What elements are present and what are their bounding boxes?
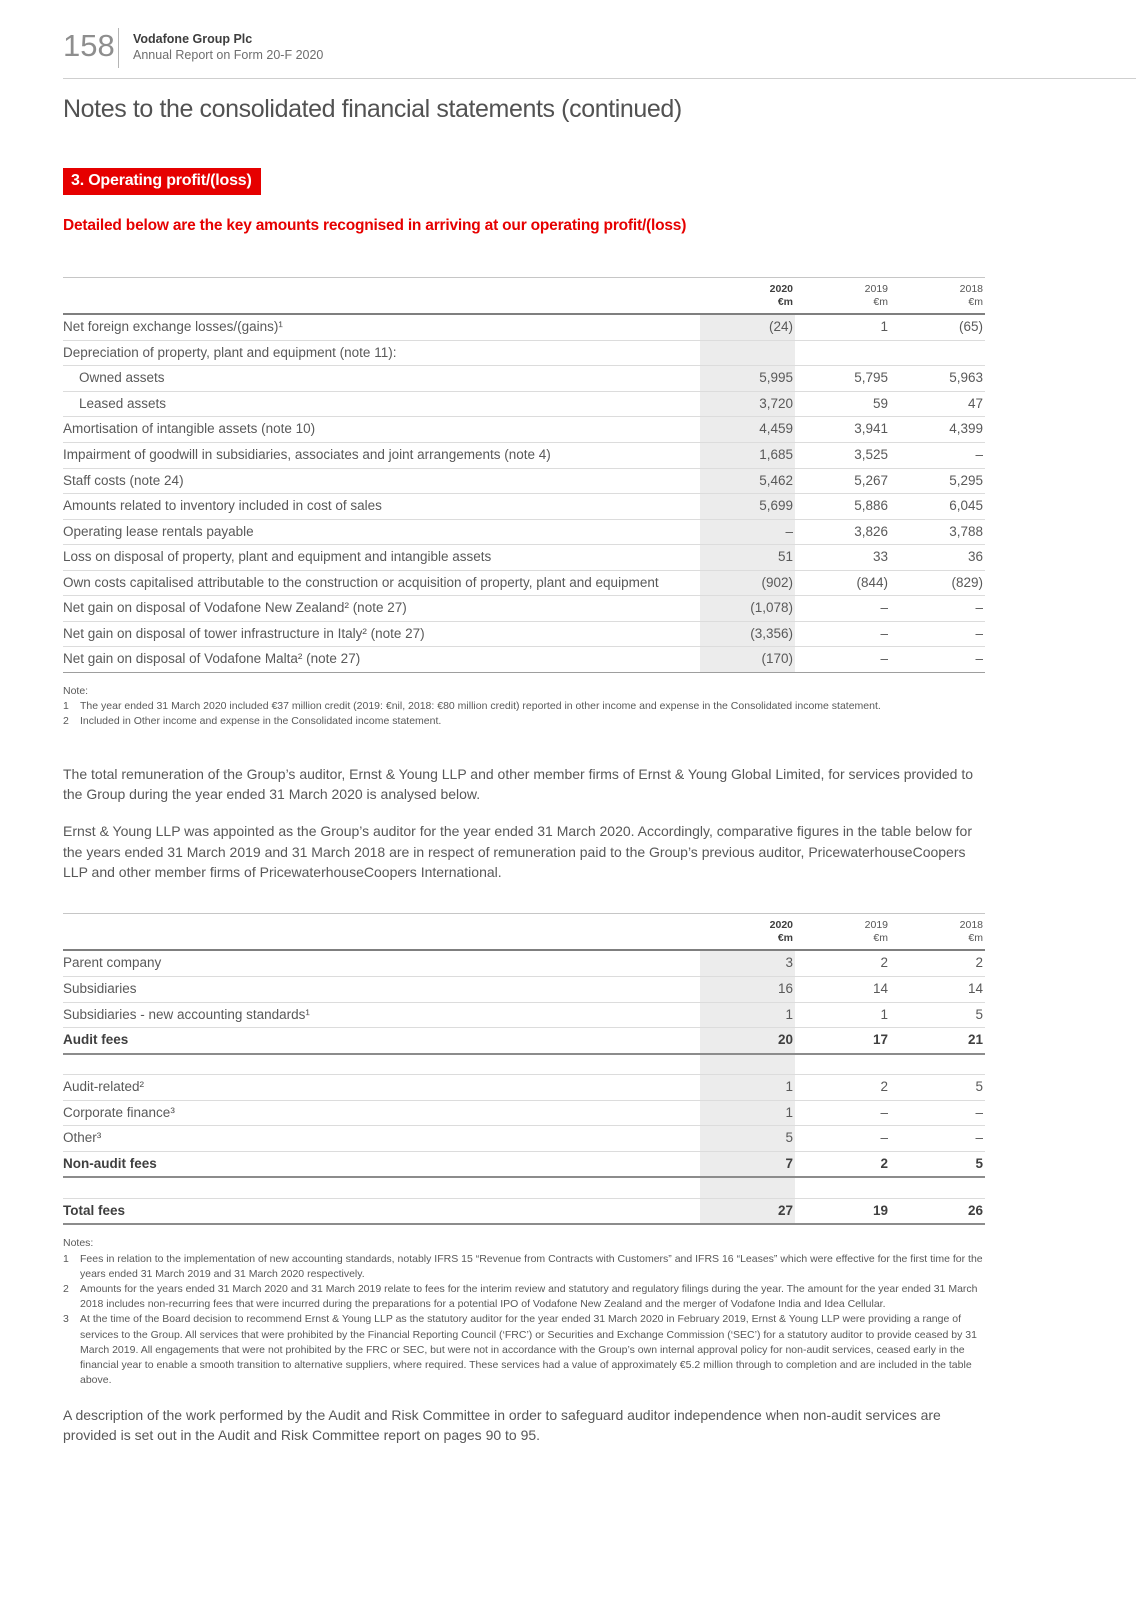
operating-profit-table (63, 277, 985, 673)
row-value-2019: 2 (795, 1075, 890, 1101)
row-value-2020: 5 (700, 1126, 795, 1152)
row-value-2020: 1,685 (700, 442, 795, 468)
row-value-2019: – (795, 1126, 890, 1152)
row-value-2018: 2 (890, 950, 985, 976)
row-value-2020: 1 (700, 1100, 795, 1126)
row-label: Amounts related to inventory included in cost of sales (63, 494, 700, 520)
note-item: 2 Included in Other income and expense in the Consolidated income statement. (63, 715, 442, 728)
row-value-2019: – (795, 621, 890, 647)
paragraph-audit-committee: A description of the work performed by the Audit and Risk Committee in order to safeguard auditor independence when non-audit services are provided is set out in the Audit and Risk Committee report on pages 90 to 95. (63, 1406, 941, 1444)
report-name: Annual Report on Form 20-F 2020 (133, 48, 324, 63)
row-label: Net gain on disposal of Vodafone Malta² (note 27) (63, 647, 700, 673)
table-row (63, 1028, 985, 1054)
section-subheading: Detailed below are the key amounts recognised in arriving at our operating profit/(loss) (63, 217, 687, 234)
header-rule (63, 78, 1136, 79)
note-item: 1 The year ended 31 March 2020 included €37 million credit (2019: €nil, 2018: €80 million credit) reported in other income and expense in the Consolidated income statement. (63, 700, 881, 713)
row-value-2020: 27 (700, 1198, 795, 1224)
header-year-2020: 2020 €m (700, 914, 795, 951)
row-label: Audit-related² (63, 1075, 700, 1101)
table-row (63, 494, 985, 520)
row-value-2019: 3,941 (795, 417, 890, 443)
page-title: Notes to the consolidated financial statements (continued) (63, 95, 682, 123)
row-value-2018: – (890, 621, 985, 647)
row-value-2020: 1 (700, 1075, 795, 1101)
paragraph-auditor-appointment: Ernst & Young LLP was appointed as the Group’s auditor for the year ended 31 March 2020. Accordingly, comparative figures in the table below for the years ended 31 March 2019 and 31 March 2018 are in respect of remuneration paid to the Group’s previous auditor, PricewaterhouseCoopers LLP and other member firms of PricewaterhouseCoopers International. (63, 823, 973, 881)
table-row (63, 596, 985, 622)
row-value-2018: 5,963 (890, 366, 985, 392)
row-value-2018: 5,295 (890, 468, 985, 494)
row-value-2018: – (890, 442, 985, 468)
row-label: Staff costs (note 24) (63, 468, 700, 494)
row-label (63, 1177, 700, 1198)
row-label: Depreciation of property, plant and equipment (note 11): (63, 340, 700, 366)
table-header-row (63, 914, 985, 951)
table-row (63, 545, 985, 571)
header-year-2020: 2020 €m (700, 278, 795, 315)
row-value-2020: 51 (700, 545, 795, 571)
row-value-2019: 59 (795, 391, 890, 417)
row-label: Subsidiaries (63, 976, 700, 1002)
row-value-2020: 7 (700, 1151, 795, 1177)
row-value-2018: 21 (890, 1028, 985, 1054)
row-value-2019: 2 (795, 1151, 890, 1177)
table-row (63, 1075, 985, 1101)
row-label: Audit fees (63, 1028, 700, 1054)
page-number: 158 (63, 28, 115, 63)
row-label: Amortisation of intangible assets (note 10) (63, 417, 700, 443)
row-label: Corporate finance³ (63, 1100, 700, 1126)
header-label-cell (63, 278, 700, 315)
table-row (63, 468, 985, 494)
row-value-2019: 5,886 (795, 494, 890, 520)
header-meta (133, 28, 323, 64)
header-label-cell (63, 914, 700, 951)
row-value-2019: 14 (795, 976, 890, 1002)
row-value-2019: 3,525 (795, 442, 890, 468)
row-value-2018: – (890, 647, 985, 673)
row-value-2019: 5,267 (795, 468, 890, 494)
table-row (63, 391, 985, 417)
row-value-2019: 3,826 (795, 519, 890, 545)
row-value-2020: 20 (700, 1028, 795, 1054)
table-row (63, 647, 985, 673)
row-value-2019: 17 (795, 1028, 890, 1054)
table-row (63, 340, 985, 366)
row-label: Own costs capitalised attributable to the construction or acquisition of property, plant and equipment (63, 570, 700, 596)
row-label: Net gain on disposal of tower infrastructure in Italy² (note 27) (63, 621, 700, 647)
row-value-2020: 1 (700, 1002, 795, 1028)
row-value-2018: 5 (890, 1002, 985, 1028)
audit-fees-table (63, 913, 985, 1225)
row-value-2019: – (795, 647, 890, 673)
row-label: Total fees (63, 1198, 700, 1224)
row-value-2020: (3,356) (700, 621, 795, 647)
row-value-2019 (795, 340, 890, 366)
table2-notes (63, 1236, 985, 1388)
row-value-2020: 16 (700, 976, 795, 1002)
row-value-2020 (700, 1177, 795, 1198)
row-value-2019: (844) (795, 570, 890, 596)
row-value-2018: 5 (890, 1151, 985, 1177)
row-value-2018: 4,399 (890, 417, 985, 443)
row-label: Operating lease rentals payable (63, 519, 700, 545)
header-divider (118, 28, 119, 68)
row-value-2018: – (890, 1126, 985, 1152)
row-value-2018: 14 (890, 976, 985, 1002)
table-row (63, 417, 985, 443)
table-row (63, 442, 985, 468)
row-value-2020: 5,995 (700, 366, 795, 392)
row-value-2018: 6,045 (890, 494, 985, 520)
notes-label: Notes: (63, 1237, 94, 1250)
header-year-2019: 2019 €m (795, 914, 890, 951)
row-label: Net gain on disposal of Vodafone New Zealand² (note 27) (63, 596, 700, 622)
table-row (63, 519, 985, 545)
row-label: Loss on disposal of property, plant and equipment and intangible assets (63, 545, 700, 571)
row-value-2018: (65) (890, 314, 985, 340)
row-label: Subsidiaries - new accounting standards¹ (63, 1002, 700, 1028)
table1-notes (63, 684, 985, 730)
row-label: Parent company (63, 950, 700, 976)
row-value-2020: 3,720 (700, 391, 795, 417)
row-value-2019: 1 (795, 314, 890, 340)
row-value-2019: 2 (795, 950, 890, 976)
row-label: Net foreign exchange losses/(gains)¹ (63, 314, 700, 340)
row-value-2018 (890, 1054, 985, 1075)
row-value-2020 (700, 340, 795, 366)
table-spacer-row (63, 1177, 985, 1198)
row-value-2019: 1 (795, 1002, 890, 1028)
row-value-2018 (890, 1177, 985, 1198)
header-year-2019: 2019 €m (795, 278, 890, 315)
row-label (63, 1054, 700, 1075)
table-row (63, 1198, 985, 1224)
notes-label: Note: (63, 684, 89, 697)
row-value-2020: 4,459 (700, 417, 795, 443)
row-value-2020: – (700, 519, 795, 545)
row-value-2019: – (795, 1100, 890, 1126)
company-name: Vodafone Group Plc (133, 32, 253, 46)
row-value-2018: (829) (890, 570, 985, 596)
row-value-2018 (890, 340, 985, 366)
table-row (63, 1002, 985, 1028)
table-row (63, 366, 985, 392)
row-value-2020: (170) (700, 647, 795, 673)
row-label: Owned assets (63, 366, 700, 392)
table-row (63, 621, 985, 647)
table-row (63, 570, 985, 596)
row-value-2019 (795, 1177, 890, 1198)
table-header-row (63, 278, 985, 315)
row-value-2019: 5,795 (795, 366, 890, 392)
row-value-2018: 47 (890, 391, 985, 417)
table-spacer-row (63, 1054, 985, 1075)
table-row (63, 1151, 985, 1177)
row-value-2019: – (795, 596, 890, 622)
table-row (63, 1126, 985, 1152)
row-value-2020: 5,699 (700, 494, 795, 520)
row-value-2018: 36 (890, 545, 985, 571)
row-value-2020: 5,462 (700, 468, 795, 494)
page-header (63, 28, 985, 78)
row-value-2020: (902) (700, 570, 795, 596)
row-label: Other³ (63, 1126, 700, 1152)
row-value-2019 (795, 1054, 890, 1075)
row-value-2020 (700, 1054, 795, 1075)
table-row (63, 950, 985, 976)
header-year-2018: 2018 €m (890, 278, 985, 315)
table-row (63, 976, 985, 1002)
header-year-2018: 2018 €m (890, 914, 985, 951)
row-value-2020: (1,078) (700, 596, 795, 622)
row-value-2020: 3 (700, 950, 795, 976)
section-heading: 3. Operating profit/(loss) (63, 168, 261, 195)
note-item: 1 Fees in relation to the implementation of new accounting standards, notably IFRS 15 “Revenue from Contracts with Customers” and IFRS 16 “Leases” which were effective for the first time for the years ended 31 March 2019 and 31 March 2020 respectively. (63, 1252, 983, 1280)
row-label: Leased assets (63, 391, 700, 417)
row-label: Impairment of goodwill in subsidiaries, associates and joint arrangements (note 4) (63, 442, 700, 468)
row-value-2019: 19 (795, 1198, 890, 1224)
paragraph-auditor-remuneration: The total remuneration of the Group’s auditor, Ernst & Young LLP and other member firms of Ernst & Young Global Limited, for services provided to the Group during the year ended 31 March 2020 is analysed below. (63, 765, 973, 803)
row-value-2018: – (890, 1100, 985, 1126)
row-label: Non-audit fees (63, 1151, 700, 1177)
row-value-2018: 3,788 (890, 519, 985, 545)
row-value-2018: 26 (890, 1198, 985, 1224)
row-value-2019: 33 (795, 545, 890, 571)
row-value-2018: – (890, 596, 985, 622)
row-value-2020: (24) (700, 314, 795, 340)
table-row (63, 314, 985, 340)
note-item: 3 At the time of the Board decision to recommend Ernst & Young LLP as the statutory auditor for the year ended 31 March 2020 in February 2019, Ernst & Young LLP were providing a range of services to the Group. All services that were prohibited by the Financial Reporting Council (‘FRC’) or Securities and Exchange Commission (‘SEC’) for a statutory auditor to provide ceased by 31 March 2019. All engagements that were not prohibited by the FRC or SEC, but were not in accordance with the Group’s own internal approval policy for non-audit services, ceased early in the financial year to enable a smooth transition to alternative suppliers, where required. These services had a value of approximately €5.2 million through to completion and are included in the table above. (63, 1313, 977, 1387)
row-value-2018: 5 (890, 1075, 985, 1101)
note-item: 2 Amounts for the years ended 31 March 2020 and 31 March 2019 relate to fees for the interim review and statutory and regulatory filings during the year. The amount for the year ended 31 March 2018 includes non-recurring fees that were incurred during the preparations for a potential IPO of Vodafone New Zealand and the merger of Vodafone India and Idea Cellular. (63, 1282, 978, 1311)
table-row (63, 1100, 985, 1126)
